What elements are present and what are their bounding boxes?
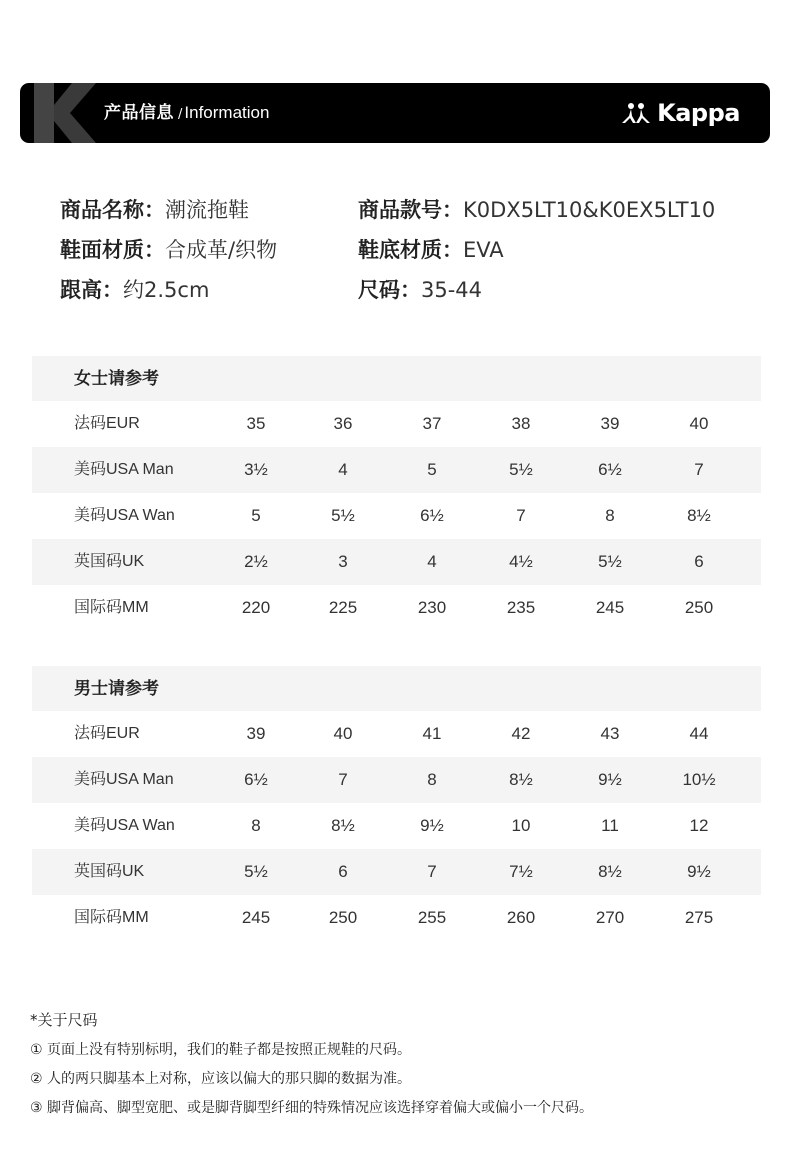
size-cell: 8½ [509, 770, 533, 789]
size-cell: 9½ [420, 816, 444, 835]
table-header [32, 666, 761, 711]
size-cell: 12 [689, 816, 709, 835]
size-cell: 6 [338, 862, 348, 881]
size-cell: 35 [246, 414, 266, 433]
size-cell: 4 [338, 460, 348, 479]
info-key: 鞋面材质： [60, 238, 165, 262]
banner-title-en: Information [184, 103, 270, 122]
kappa-omini-logo-icon [619, 102, 653, 124]
men-size-table [32, 666, 761, 941]
size-cell: 8 [427, 770, 437, 789]
size-cell: 41 [422, 724, 442, 743]
size-cell: 8 [251, 816, 261, 835]
size-cell: 38 [511, 414, 531, 433]
table-title: 男士请参考 [74, 679, 159, 699]
size-cell: 4½ [509, 552, 533, 571]
size-cell: 37 [422, 414, 442, 433]
table-header [32, 356, 761, 401]
size-cell: 11 [601, 816, 619, 835]
info-item-style-number [358, 190, 715, 230]
size-cell: 7 [516, 506, 526, 525]
size-cell: 250 [684, 598, 714, 617]
table-row [32, 493, 761, 539]
size-cell: 5 [251, 506, 261, 525]
letter-k-icon [20, 83, 100, 143]
table-row [32, 401, 761, 447]
size-cell: 2½ [244, 552, 268, 571]
size-cell: 40 [689, 414, 709, 433]
size-cell: 3 [338, 552, 348, 571]
size-cell: 6 [694, 552, 704, 571]
size-cell: 5½ [509, 460, 533, 479]
size-cell: 6½ [244, 770, 268, 789]
table-row [32, 803, 761, 849]
row-label: 国际码MM [74, 599, 149, 616]
header-banner [20, 83, 770, 143]
size-cell: 9½ [687, 862, 711, 881]
table-row [32, 711, 761, 757]
brand-name: Kappa [657, 99, 740, 127]
info-key: 尺码： [358, 278, 421, 302]
banner-title-separator: / [178, 107, 183, 122]
info-value: 合成革/织物 [165, 238, 278, 262]
table-row [32, 539, 761, 585]
row-label: 国际码MM [74, 909, 149, 926]
size-cell: 10½ [682, 770, 716, 789]
size-cell: 42 [511, 724, 531, 743]
size-cell: 3½ [244, 460, 268, 479]
banner-title [104, 83, 269, 143]
size-cell: 5 [427, 460, 437, 479]
size-cell: 8 [605, 506, 615, 525]
row-label: 美码USA Wan [74, 507, 175, 524]
row-label: 法码EUR [74, 415, 140, 432]
size-cell: 270 [595, 908, 625, 927]
size-cell: 250 [328, 908, 358, 927]
size-cell: 5½ [598, 552, 622, 571]
size-cell: 260 [506, 908, 536, 927]
info-value: 约2.5cm [123, 278, 210, 302]
info-row [60, 270, 760, 310]
size-cell: 7½ [509, 862, 533, 881]
info-item-heel-height [60, 270, 209, 310]
size-cell: 44 [689, 724, 709, 743]
row-label: 美码USA Man [74, 461, 174, 478]
size-cell: 8½ [598, 862, 622, 881]
info-item-upper-material [60, 230, 277, 270]
info-item-product-name [60, 190, 249, 230]
size-cell: 230 [417, 598, 447, 617]
table-row [32, 895, 761, 941]
notes-title: *关于尺码 [30, 1011, 98, 1029]
size-cell: 6½ [420, 506, 444, 525]
info-row [60, 230, 760, 270]
table-row [32, 757, 761, 803]
size-cell: 6½ [598, 460, 622, 479]
product-info [60, 190, 760, 310]
note-item: ③ 脚背偏高、脚型宽肥、或是脚背脚型纤细的特殊情况应该选择穿着偏大或偏小一个尺码。 [30, 1100, 593, 1116]
size-cell: 40 [333, 724, 353, 743]
brand [619, 83, 740, 143]
size-cell: 7 [427, 862, 437, 881]
size-cell: 245 [595, 598, 625, 617]
info-item-size-range [358, 270, 482, 310]
size-cell: 245 [241, 908, 271, 927]
size-cell: 8½ [687, 506, 711, 525]
info-key: 跟高： [60, 278, 123, 302]
info-row [60, 190, 760, 230]
note-item: ① 页面上没有特别标明，我们的鞋子都是按照正规鞋的尺码。 [30, 1042, 411, 1058]
size-cell: 8½ [331, 816, 355, 835]
info-item-sole-material [358, 230, 504, 270]
row-label: 英国码UK [74, 863, 145, 880]
info-value: 潮流拖鞋 [165, 198, 249, 222]
size-cell: 225 [328, 598, 358, 617]
size-cell: 39 [246, 724, 266, 743]
row-label: 英国码UK [74, 553, 145, 570]
table-row [32, 585, 761, 631]
row-label: 美码USA Man [74, 771, 174, 788]
size-notes [30, 1008, 760, 1123]
size-cell: 235 [506, 598, 536, 617]
size-cell: 9½ [598, 770, 622, 789]
info-key: 商品款号： [358, 198, 463, 222]
women-size-table [32, 356, 761, 631]
size-cell: 7 [338, 770, 348, 789]
size-cell: 10 [511, 816, 531, 835]
table-row [32, 849, 761, 895]
table-row [32, 447, 761, 493]
info-value: K0DX5LT10&K0EX5LT10 [463, 198, 716, 222]
size-cell: 275 [684, 908, 714, 927]
size-cell: 36 [333, 414, 353, 433]
row-label: 美码USA Wan [74, 817, 175, 834]
size-cell: 255 [417, 908, 447, 927]
info-key: 鞋底材质： [358, 238, 463, 262]
size-cell: 5½ [331, 506, 355, 525]
size-cell: 43 [600, 724, 620, 743]
size-cell: 4 [427, 552, 437, 571]
banner-title-cn: 产品信息 [104, 103, 174, 123]
row-label: 法码EUR [74, 725, 140, 742]
size-cell: 7 [694, 460, 704, 479]
info-value: EVA [463, 238, 504, 262]
size-cell: 220 [241, 598, 271, 617]
size-cell: 5½ [244, 862, 268, 881]
table-title: 女士请参考 [74, 369, 159, 389]
info-key: 商品名称： [60, 198, 165, 222]
note-item: ② 人的两只脚基本上对称，应该以偏大的那只脚的数据为准。 [30, 1071, 411, 1087]
info-value: 35-44 [421, 278, 483, 302]
size-cell: 39 [600, 414, 620, 433]
